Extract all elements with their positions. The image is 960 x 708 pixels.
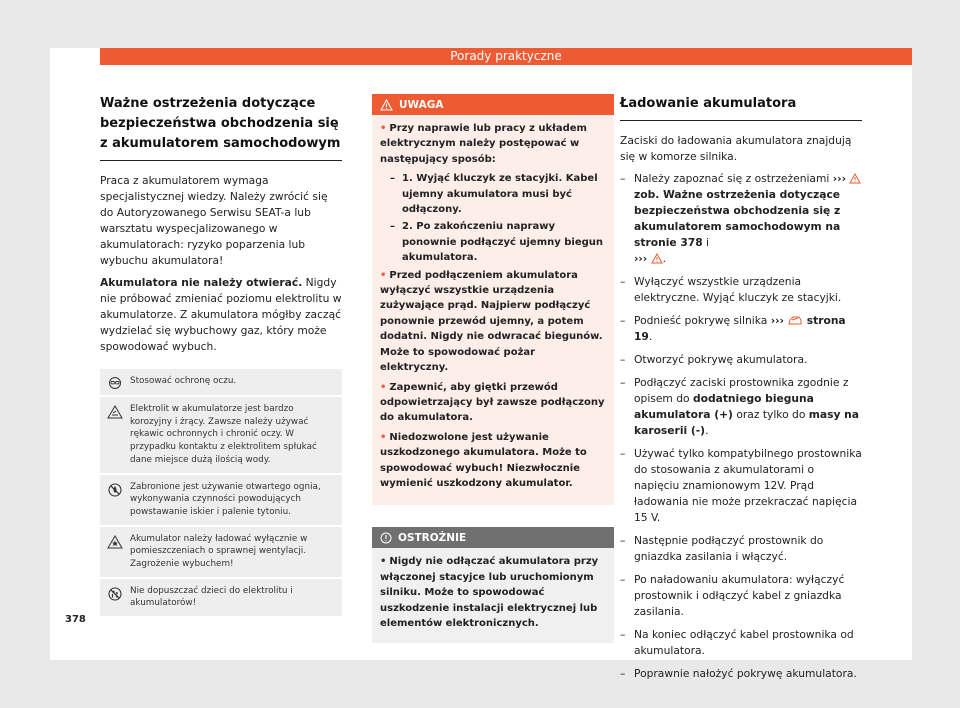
safety-para2-bold: Akumulatora nie należy otwierać. [100, 276, 303, 289]
step-link[interactable]: strona 19 [634, 314, 846, 343]
warning-label: UWAGA [399, 98, 444, 111]
table-row [100, 579, 342, 618]
table-row [100, 369, 342, 397]
manual-page [50, 48, 912, 680]
step-text: Otworzyć pokrywę akumulatora. [634, 353, 808, 366]
warning-item-text: Niedozwolone jest używanie uszkodzonego akumulatora. Może to spowodować wybuch! Niezwłocznie wymienić uszkodzony akumulator. [380, 431, 587, 489]
warning-item-text: Zapewnić, aby giętki przewód odpowietrzający był zawsze podłączony do akumulatora. [380, 381, 605, 424]
period-mark: . [662, 252, 667, 265]
dash-mark: – [390, 221, 395, 233]
corrosive-icon [107, 405, 123, 419]
warning-item [380, 430, 606, 492]
dash-mark: – [620, 275, 626, 288]
caution-box [372, 527, 614, 643]
warning-item-text: Przed podłączeniem akumulatora wyłączyć wszystkie urządzenia zużywające prąd. Najpierw podłączyć ponownie przewód ujemny, a potem dodatni. Nigdy nie odwracać biegunów. Może to spowodować pożar elektryczny. [380, 269, 603, 374]
table-row-text: Stosować ochronę oczu. [130, 376, 237, 386]
step-text: Wyłączyć wszystkie urządzenia elektryczne. Wyjąć kluczyk ze stacyjki. [634, 275, 842, 304]
page-number: 378 [65, 614, 86, 625]
warning-triangle-icon [849, 173, 861, 184]
dash-mark: – [620, 353, 626, 366]
period-mark: . [705, 424, 709, 437]
table-row-text: Zabronione jest używanie otwartego ognia, wykonywania czynności powodujących powstawanie iskier i palenie tytoniu. [130, 481, 321, 517]
symbol-table [100, 369, 342, 618]
table-row [100, 475, 342, 527]
arrows-glyph: ››› [832, 172, 846, 185]
step-bold: dodatniego bieguna akumulatora (+) [634, 392, 814, 421]
warning-item [380, 268, 606, 376]
step-text: Używać tylko kompatybilnego prostownika do stosowania z akumulatorami o napięciu znamionowym 12V. Prąd ładowania nie może przekraczać napięcia 15 V. [634, 447, 862, 524]
middle-column [372, 94, 614, 643]
list-item [620, 533, 862, 565]
step-text: Podłączyć zaciski prostownika zgodnie z opisem do [634, 376, 849, 405]
bullet-dot: • [380, 431, 387, 443]
caution-header [372, 527, 614, 548]
warning-triangle-icon [651, 253, 663, 264]
warning-header [372, 94, 614, 115]
dash-mark: – [620, 172, 626, 185]
list-item [620, 627, 862, 659]
charging-title: Ładowanie akumulatora [620, 94, 862, 121]
dash-mark: – [620, 447, 626, 460]
safety-intro: Praca z akumulatorem wymaga specjalistycznej wiedzy. Należy zwrócić się do Autoryzowanego Serwisu SEAT-a lub warsztatu wyspecjalizowanego w akumulatorach: ryzyko poparzenia lub wybuchu akumulatora! [100, 174, 328, 267]
safety-title: Ważne ostrzeżenia dotyczące bezpieczeństwa obchodzenia się z akumulatorem samochodowym [100, 94, 342, 161]
step-text: Po naładowaniu akumulatora: wyłączyć prostownik i odłączyć kabel z gniazdka zasilania. [634, 573, 845, 618]
list-item [620, 274, 862, 306]
charging-steps [620, 171, 862, 682]
dash-mark: – [620, 534, 626, 547]
bullet-dot: • [380, 381, 387, 393]
step-bold: masy na karoserii (-) [634, 408, 859, 437]
warning-subitem [380, 171, 606, 217]
list-item [620, 352, 862, 368]
bullet-dot: • [380, 123, 387, 134]
dash-mark: – [620, 667, 626, 680]
period-mark: . [648, 330, 653, 343]
step-text: Poprawnie nałożyć pokrywę akumulatora. [634, 667, 857, 680]
section-header: Porady praktyczne [100, 48, 912, 65]
warning-item [380, 121, 606, 167]
step-text: Podnieść pokrywę silnika [634, 314, 768, 327]
list-item [620, 313, 862, 345]
dash-mark: – [620, 573, 626, 586]
no-children-icon [108, 587, 122, 601]
table-row-text: Nie dopuszczać dzieci do elektrolitu i akumulatorów! [130, 585, 293, 609]
car-hood-icon [787, 315, 803, 326]
step-link[interactable]: zob. Ważne ostrzeżenia dotyczące bezpieczeństwa obchodzenia się z akumulatorem samochodowym na stronie 378 [634, 188, 841, 249]
warning-subitem-text: 1. Wyjąć kluczyk ze stacyjki. Kabel ujemny akumulatora musi być odłączony. [402, 173, 598, 216]
step-text: Na koniec odłączyć kabel prostownika od akumulatora. [634, 628, 854, 657]
table-row [100, 527, 342, 579]
explosive-icon [107, 535, 123, 549]
table-row [100, 397, 342, 475]
warning-subitem-text: 2. Po zakończeniu naprawy ponownie podłączyć ujemny biegun akumulatora. [402, 221, 604, 264]
safety-para2-rest: Nigdy nie próbować zmieniać poziomu elektrolitu w akumulatorze. Z akumulatora mógłby zacząć wydzielać się wybuchowy gaz, który może spowodować wybuch. [100, 276, 342, 353]
arrows-glyph: ››› [634, 252, 648, 265]
no-fire-icon [108, 483, 122, 497]
dash-mark: – [620, 628, 626, 641]
warning-item [380, 380, 606, 426]
dash-mark: – [620, 376, 626, 389]
arrows-glyph: ››› [770, 314, 784, 327]
bullet-dot: • [380, 556, 387, 568]
list-item [620, 171, 862, 267]
caution-item [380, 554, 606, 631]
charging-intro: Zaciski do ładowania akumulatora znajdują się w komorze silnika. [620, 134, 852, 163]
warning-triangle-icon [380, 99, 393, 111]
safety-para2 [100, 275, 342, 355]
table-row-text: Akumulator należy ładować wyłącznie w pomieszczeniach o sprawnej wentylacji. Zagrożenie wybuchem! [130, 533, 308, 570]
info-circle-icon [380, 532, 392, 544]
dash-mark: – [390, 173, 395, 185]
table-row-text: Elektrolit w akumulatorze jest bardzo korozyjny i żrący. Zawsze należy używać rękawic ochronnych i chronić oczy. W przypadku kontaktu z elektrolitem spłukać dane miejsce dużą ilością wody. [130, 404, 317, 465]
warning-box [372, 94, 614, 505]
warning-item-text: Przy naprawie lub pracy z układem elektrycznym należy postępować w następujący sposób: [380, 123, 587, 165]
list-item [620, 572, 862, 620]
goggles-icon [108, 377, 122, 389]
charging-column [620, 94, 862, 689]
bullet-dot: • [380, 269, 387, 281]
caution-label: OSTROŻNIE [398, 531, 467, 544]
dash-mark: – [620, 314, 626, 327]
step-text: Następnie podłączyć prostownik do gniazdka zasilania i włączyć. [634, 534, 824, 563]
safety-column [100, 94, 342, 618]
list-item [620, 446, 862, 526]
list-item [620, 666, 862, 682]
step-text: oraz tylko do [732, 408, 809, 421]
list-item [620, 375, 862, 439]
step-text: i [702, 236, 710, 249]
step-text: Należy zapoznać się z ostrzeżeniami [634, 172, 830, 185]
caution-item-text: Nigdy nie odłączać akumulatora przy włączonej stacyjce lub uruchomionym silniku. Może to spowodować uszkodzenie instalacji elektrycznej lub elementów elektronicznych. [380, 556, 599, 629]
warning-subitem [380, 219, 606, 265]
